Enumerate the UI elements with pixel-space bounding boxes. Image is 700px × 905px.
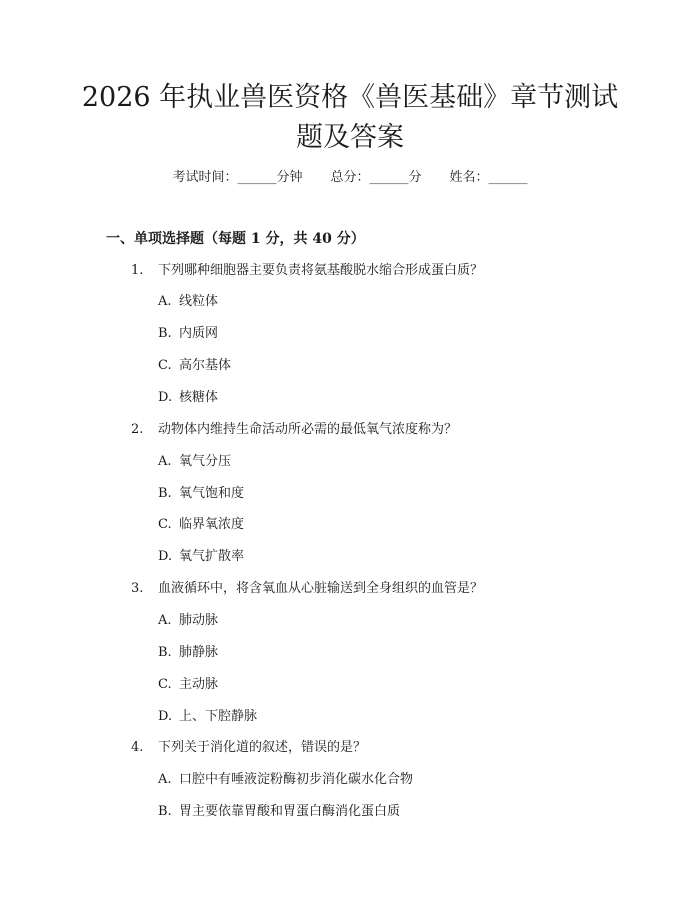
option-letter: D. (158, 549, 173, 564)
section-heading: 一、单项选择题（每题 1 分，共 40 分） (106, 231, 365, 247)
option-text: 主动脉 (179, 677, 219, 692)
option-letter: C. (158, 358, 172, 373)
option-letter: A. (158, 613, 172, 628)
option-text: 高尔基体 (179, 358, 232, 373)
option-text: 肺动脉 (179, 613, 219, 628)
question-4 (131, 738, 366, 758)
question-4-option-a (158, 770, 413, 790)
option-text: 内质网 (179, 326, 219, 341)
title-line-2: 题及答案 (296, 122, 404, 153)
option-text: 线粒体 (179, 294, 219, 309)
name-label: 姓名：______ (449, 170, 528, 185)
option-text: 氧气分压 (179, 454, 232, 469)
question-1-option-b (158, 324, 218, 344)
option-letter: A. (158, 294, 172, 309)
option-letter: D. (158, 709, 173, 724)
question-1-option-a (158, 292, 218, 312)
total-score-label: 总分：______分 (330, 170, 422, 185)
option-letter: C. (158, 677, 172, 692)
exam-time-label: 考试时间：______分钟 (172, 170, 303, 185)
option-text: 口腔中有唾液淀粉酶初步消化碳水化合物 (179, 772, 414, 787)
question-number: 3. (131, 581, 144, 596)
question-number: 1. (131, 263, 144, 278)
option-letter: B. (158, 804, 172, 819)
option-text: 上、下腔静脉 (179, 709, 258, 724)
option-text: 肺静脉 (179, 645, 219, 660)
question-3-option-c (158, 675, 218, 695)
option-text: 氧气饱和度 (179, 486, 245, 501)
exam-meta (0, 168, 700, 188)
question-number: 2. (131, 422, 144, 437)
option-letter: B. (158, 326, 172, 341)
option-letter: B. (158, 486, 172, 501)
question-3-option-d (158, 707, 257, 727)
question-4-option-b (158, 802, 400, 822)
question-text: 血液循环中，将含氧血从心脏输送到全身组织的血管是？ (158, 581, 484, 596)
option-text: 胃主要依靠胃酸和胃蛋白酶消化蛋白质 (179, 804, 401, 819)
option-letter: A. (158, 454, 172, 469)
option-text: 临界氧浓度 (179, 517, 245, 532)
question-2 (131, 420, 457, 440)
question-2-option-b (158, 484, 244, 504)
question-3-option-a (158, 611, 218, 631)
question-number: 4. (131, 740, 144, 755)
title-line-1: 2026 年执业兽医资格《兽医基础》章节测试 (81, 82, 619, 113)
question-text: 下列关于消化道的叙述，错误的是？ (158, 740, 367, 755)
question-2-option-a (158, 452, 231, 472)
option-letter: D. (158, 390, 173, 405)
question-2-option-c (158, 515, 244, 535)
question-text: 动物体内维持生命活动所必需的最低氧气浓度称为？ (158, 422, 458, 437)
question-text: 下列哪种细胞器主要负责将氨基酸脱水缩合形成蛋白质？ (158, 263, 484, 278)
option-text: 核糖体 (179, 390, 219, 405)
option-letter: A. (158, 772, 172, 787)
option-letter: B. (158, 645, 172, 660)
question-2-option-d (158, 547, 244, 567)
question-1-option-d (158, 388, 218, 408)
question-3 (131, 579, 483, 599)
question-3-option-b (158, 643, 218, 663)
document-title (0, 78, 700, 158)
option-letter: C. (158, 517, 172, 532)
question-1 (131, 261, 483, 281)
option-text: 氧气扩散率 (179, 549, 245, 564)
question-1-option-c (158, 356, 231, 376)
